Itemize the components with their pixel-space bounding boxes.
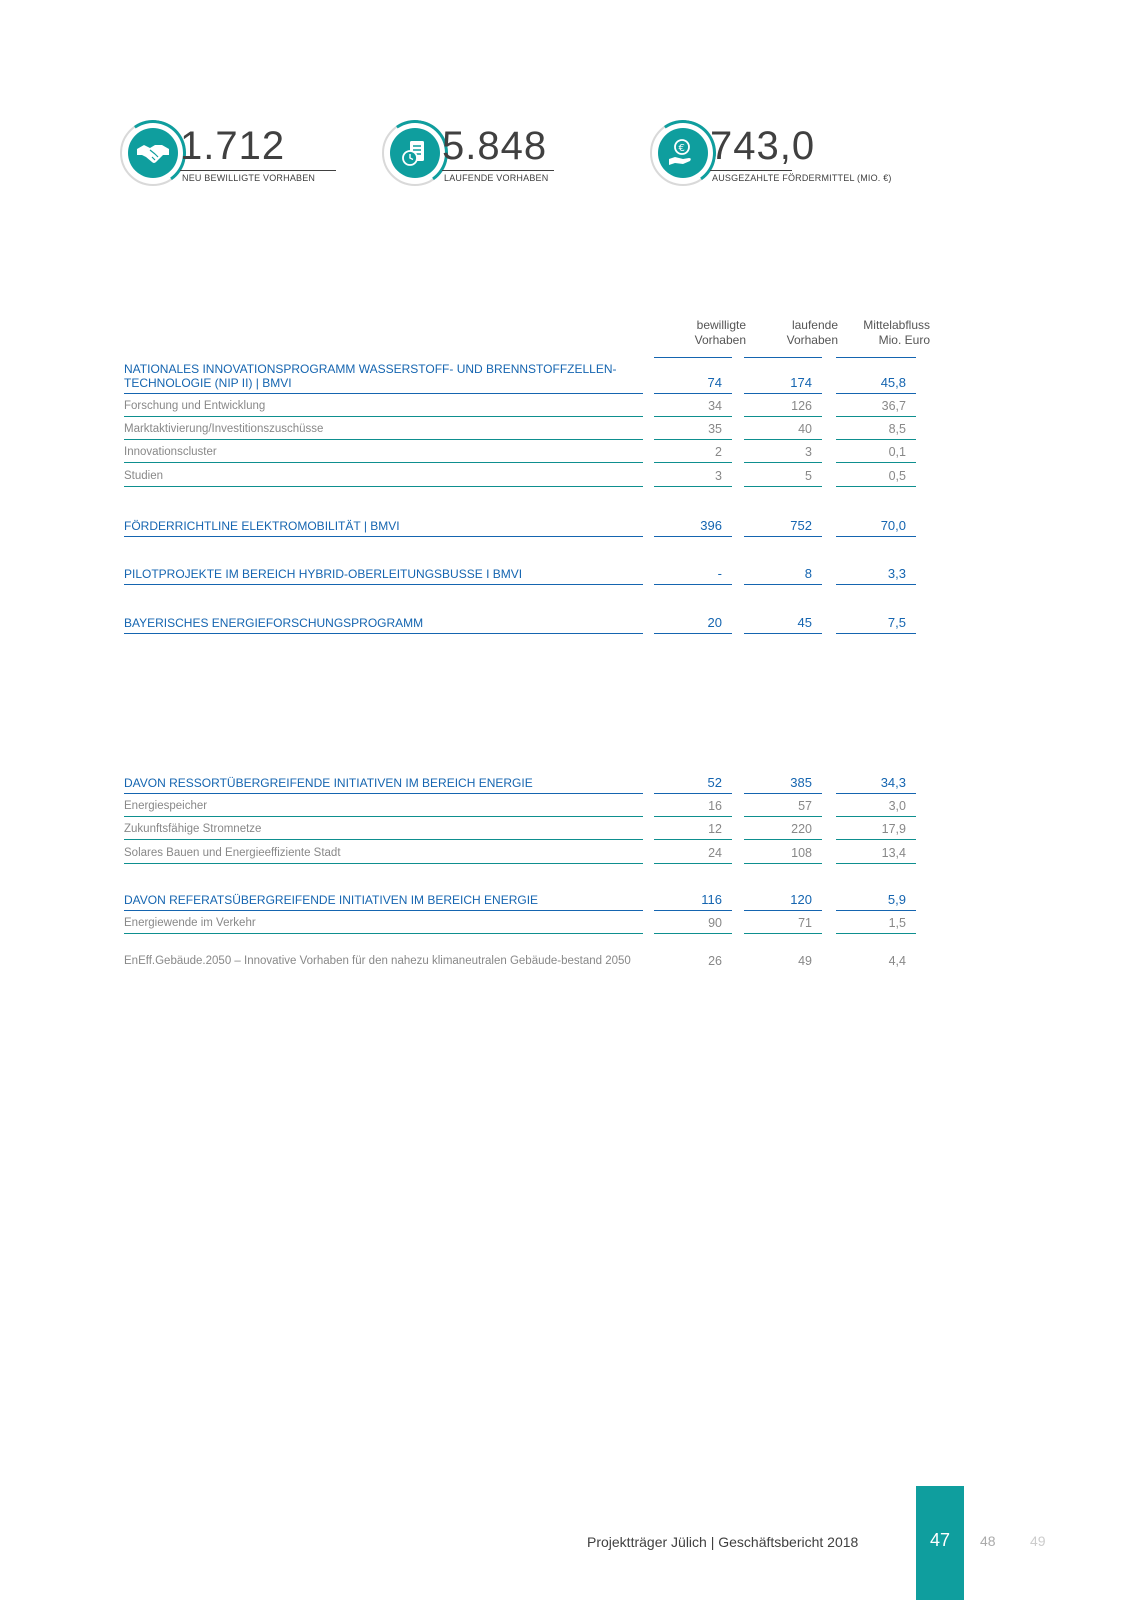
cell-v2: 108 xyxy=(791,846,812,860)
row-label: BAYERISCHES ENERGIEFORSCHUNGSPROGRAMM xyxy=(124,616,424,630)
cell-v2: 71 xyxy=(798,916,812,930)
row-label: NATIONALES INNOVATIONSPROGRAMM WASSERSTOFF- UND BRENNSTOFFZELLEN-TECHNOLOGIE (NIP II) | BMVI xyxy=(124,362,617,390)
row-label: PILOTPROJEKTE IM BEREICH HYBRID-OBERLEITUNGSBUSSE I BMVI xyxy=(124,567,523,581)
section-row xyxy=(124,561,916,585)
cell-v2: 49 xyxy=(798,954,812,968)
cell-v3: 34,3 xyxy=(880,775,906,790)
cell-v2: 5 xyxy=(805,469,812,483)
cell-v1: 24 xyxy=(708,846,722,860)
col-header-approved: bewilligte Vorhaben xyxy=(694,318,746,347)
cell-v1: 35 xyxy=(708,422,722,436)
kpi-approved xyxy=(120,120,330,192)
kpi-paid-funds xyxy=(650,120,910,192)
cell-v3: 8,5 xyxy=(888,422,906,436)
section-row xyxy=(124,358,916,394)
document-clock-icon xyxy=(400,138,430,168)
row-label: Innovationscluster xyxy=(124,446,217,458)
cell-v1: 52 xyxy=(707,775,722,790)
cell-v2: 45 xyxy=(797,615,812,630)
cell-v1: 12 xyxy=(708,822,722,836)
cell-v1: 90 xyxy=(708,916,722,930)
cell-v2: 3 xyxy=(805,445,812,459)
row-label: FÖRDERRICHTLINE ELEKTROMOBILITÄT | BMVI xyxy=(124,519,400,533)
handshake-icon xyxy=(136,141,170,165)
euro-hand-icon xyxy=(667,137,699,169)
section-row xyxy=(124,887,916,911)
kpi-label: AUSGEZAHLTE FÖRDERMITTEL (MIO. €) xyxy=(712,173,892,183)
section-row xyxy=(124,513,916,537)
cell-v1: 396 xyxy=(700,518,722,533)
kpi-label: LAUFENDE VORHABEN xyxy=(444,173,549,183)
row-label: Energiewende im Verkehr xyxy=(124,917,256,929)
row-label: Solares Bauen und Energieeffiziente Stadt xyxy=(124,847,341,859)
table-row xyxy=(124,393,916,417)
cell-v2: 120 xyxy=(790,892,812,907)
page-number-current: 47 xyxy=(929,1530,951,1550)
cell-v2: 8 xyxy=(804,566,812,581)
cell-v2: 174 xyxy=(790,375,812,390)
cell-v3: 3,3 xyxy=(887,566,906,581)
row-label: DAVON RESSORTÜBERGREIFENDE INITIATIVEN IM BEREICH ENERGIE xyxy=(124,776,533,790)
cell-v1: 3 xyxy=(715,469,722,483)
row-label: Forschung und Entwicklung xyxy=(124,400,266,412)
row-label: EnEff.Gebäude.2050 – Innovative Vorhaben für den nahezu klimaneutralen Gebäude-bestand 2050 xyxy=(124,955,631,967)
section-row xyxy=(124,610,916,634)
cell-v2: 220 xyxy=(791,822,812,836)
row-label: Studien xyxy=(124,470,164,482)
kpi-value: 5.848 xyxy=(442,124,548,168)
table-row xyxy=(124,816,916,840)
col-header-outflow: Mittelabfluss Mio. Euro xyxy=(863,318,930,347)
section-row xyxy=(124,772,916,794)
table-row xyxy=(124,793,916,817)
table-row xyxy=(124,910,916,934)
cell-v3: 17,9 xyxy=(881,822,906,836)
cell-v1: 2 xyxy=(715,445,722,459)
table-row xyxy=(124,439,916,463)
kpi-value: 743,0 xyxy=(710,124,816,168)
cell-v1: 16 xyxy=(708,799,722,813)
cell-v1: 20 xyxy=(707,615,722,630)
cell-v3: 36,7 xyxy=(881,399,906,413)
table-row xyxy=(124,465,916,487)
row-label: DAVON REFERATSÜBERGREIFENDE INITIATIVEN IM BEREICH ENERGIE xyxy=(124,893,539,907)
cell-v2: 126 xyxy=(791,399,812,413)
table-row xyxy=(124,936,916,972)
cell-v1: 34 xyxy=(708,399,722,413)
cell-v1: 116 xyxy=(701,892,722,907)
cell-v1: - xyxy=(717,566,722,581)
table-row xyxy=(124,840,916,864)
col-header-running: laufende Vorhaben xyxy=(786,318,838,347)
cell-v3: 0,5 xyxy=(888,469,906,483)
cell-v2: 752 xyxy=(790,518,812,533)
cell-v3: 7,5 xyxy=(887,615,906,630)
svg-text:€: € xyxy=(678,143,685,154)
table-row xyxy=(124,416,916,440)
cell-v3: 3,0 xyxy=(888,799,906,813)
row-label: Marktaktivierung/Investitionszuschüsse xyxy=(124,423,324,435)
cell-v1: 26 xyxy=(708,954,722,968)
cell-v3: 0,1 xyxy=(888,445,906,459)
page-number-next2[interactable]: 49 xyxy=(1030,1533,1046,1549)
cell-v3: 45,8 xyxy=(880,375,906,390)
kpi-value: 1.712 xyxy=(180,124,286,168)
row-label: Energiespeicher xyxy=(124,800,208,812)
cell-v2: 385 xyxy=(790,775,812,790)
row-label: Zukunftsfähige Stromnetze xyxy=(124,823,262,835)
cell-v3: 4,4 xyxy=(888,954,906,968)
cell-v3: 5,9 xyxy=(887,892,906,907)
cell-v2: 40 xyxy=(798,422,812,436)
cell-v3: 1,5 xyxy=(888,916,906,930)
footer-title: Projektträger Jülich | Geschäftsbericht 2018 xyxy=(587,1534,859,1550)
cell-v3: 70,0 xyxy=(880,518,906,533)
cell-v2: 57 xyxy=(798,799,812,813)
kpi-label: NEU BEWILLIGTE VORHABEN xyxy=(182,173,316,183)
cell-v1: 74 xyxy=(707,375,722,390)
cell-v3: 13,4 xyxy=(881,846,906,860)
page-number-next[interactable]: 48 xyxy=(980,1533,996,1549)
kpi-running xyxy=(382,120,582,192)
